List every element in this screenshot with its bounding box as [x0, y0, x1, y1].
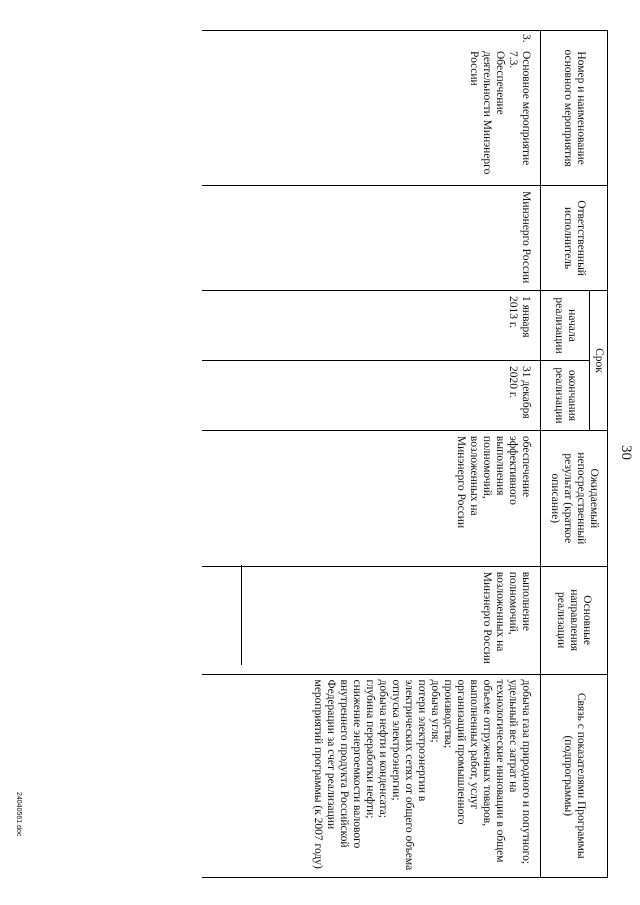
header-main-directions: Основные направления реализации	[541, 566, 608, 674]
page-number: 30	[618, 445, 634, 460]
row-main-directions: выполнение полномочий, возложенных на Минэнерго России	[202, 566, 541, 674]
header-row	[590, 31, 608, 878]
row-responsible: Минэнерго России	[202, 186, 541, 291]
header-term: Срок	[590, 291, 608, 431]
header-link-indicators: Связь с показателями Программы (подпрограммы)	[541, 674, 608, 877]
row-expected-result: обеспечение эффективного выполнения полномочий, возложенных на Минэнерго России	[202, 430, 541, 566]
signature-line	[241, 565, 242, 665]
header-responsible: Ответственный исполнитель	[541, 186, 608, 291]
header-number-name: Номер и наименование основного мероприятия	[541, 31, 608, 186]
header-start: начала реализации	[541, 291, 590, 361]
row-number: 3.	[202, 31, 541, 46]
row-link-indicators: добыча газа природного и попутного; удельный вес затрат на технологические инновации в общем объеме отгруженных товаров, выполненных работ, услуг организаций промышленного производства; добыча угля; потери электроэнергии в электрических сетях от общего объема отпуска электроэнергии; добыча нефти и конденсата; глубина переработки нефти; снижение энергоемкости валового внутреннего продукта Российской Федерации за счет реализации мероприятий программы (к 2007 году)	[202, 674, 541, 877]
measures-table	[202, 30, 608, 878]
header-end: окончания реализации	[541, 360, 590, 430]
row-name: Основное мероприятие 7.3. Обеспечение деятельности Минэнерго России	[202, 46, 541, 186]
document-reference: 24040561.doc	[15, 792, 22, 837]
table-row	[202, 31, 541, 878]
row-start: 1 января 2013 г.	[202, 291, 541, 361]
row-end: 31 декабря 2020 г.	[202, 360, 541, 430]
header-expected-result: Ожидаемый непосредственный результат (краткое описание)	[541, 430, 608, 566]
